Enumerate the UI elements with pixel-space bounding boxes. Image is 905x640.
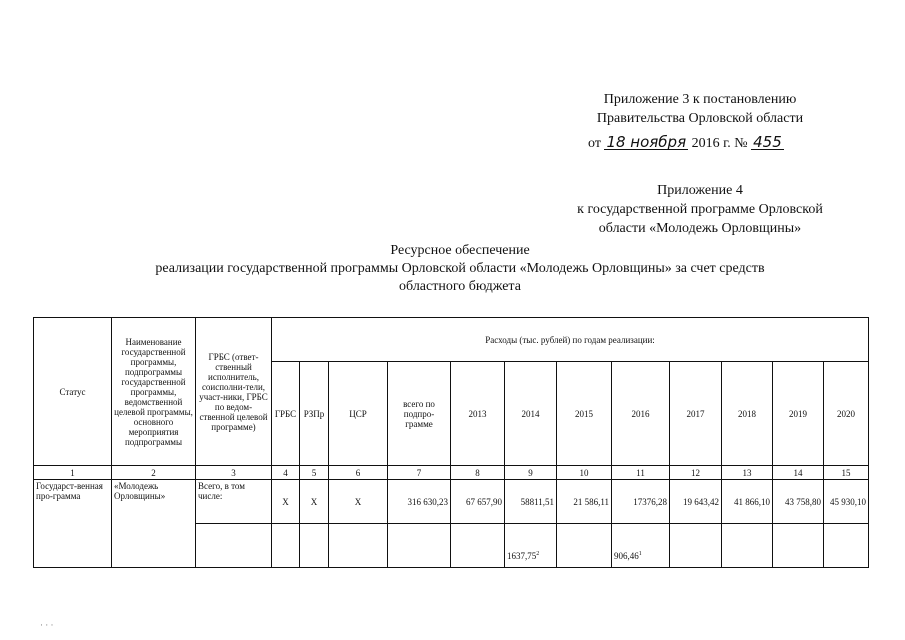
col-num: 1	[34, 466, 112, 480]
date-year: 2016 г. №	[691, 136, 748, 151]
empty-cell	[329, 524, 388, 568]
col-num: 12	[670, 466, 722, 480]
empty-cell	[557, 524, 612, 568]
row-status: Государст-венная про-грамма	[34, 480, 112, 568]
row-program-name: «Молодежь Орловщины»	[112, 480, 196, 568]
title-line-3: областного бюджета	[399, 279, 521, 294]
header-2019: 2019	[773, 362, 824, 466]
col-num: 2	[112, 466, 196, 480]
empty-cell	[773, 524, 824, 568]
empty-cell	[272, 524, 300, 568]
header-2018: 2018	[722, 362, 773, 466]
row2-2014	[505, 524, 557, 568]
row2-2016-value: 906,46	[614, 551, 639, 561]
row-2019: 43 758,80	[773, 480, 824, 524]
col-num: 5	[300, 466, 329, 480]
row2-2016-footnote: 1	[638, 551, 642, 557]
header-name: Наименование государственной программы, подпрограммы государственной программы, ведомственной целевой программы, основного мероприятия подпрограммы	[112, 318, 196, 466]
col-num: 11	[612, 466, 670, 480]
row-2018: 41 866,10	[722, 480, 773, 524]
row-grbs-code: Х	[272, 480, 300, 524]
header-grbs-code: ГРБС	[272, 362, 300, 466]
header-rzpr: РЗПр	[300, 362, 329, 466]
row-2016: 17376,28	[612, 480, 670, 524]
appendix-line-2: Правительства Орловской области	[596, 111, 804, 126]
appendix2-line-3: области «Молодежь Орловщины»	[598, 221, 802, 236]
header-2017: 2017	[670, 362, 722, 466]
col-num: 3	[196, 466, 272, 480]
col-num: 9	[505, 466, 557, 480]
appendix2-line-1: Приложение 4	[657, 183, 743, 198]
column-number-row	[34, 466, 869, 480]
empty-cell	[196, 524, 272, 568]
header-2015: 2015	[557, 362, 612, 466]
row-2020: 45 930,10	[824, 480, 869, 524]
row-2013: 67 657,90	[451, 480, 505, 524]
empty-cell	[451, 524, 505, 568]
col-num: 4	[272, 466, 300, 480]
row-rzpr: Х	[300, 480, 329, 524]
col-num: 8	[451, 466, 505, 480]
table-row	[34, 480, 869, 524]
row2-2016	[612, 524, 670, 568]
resolution-date	[588, 135, 784, 152]
col-num: 13	[722, 466, 773, 480]
row2-2014-footnote: 2	[536, 551, 540, 557]
col-num: 10	[557, 466, 612, 480]
row-2017: 19 643,42	[670, 480, 722, 524]
appendix-4-header	[540, 181, 860, 238]
empty-cell	[722, 524, 773, 568]
title-line-1: Ресурсное обеспечение	[390, 243, 530, 258]
title-line-2: реализации государственной программы Орловской области «Молодежь Орловщины» за счет средств	[155, 261, 765, 276]
appendix-line-1: Приложение 3 к постановлению	[603, 92, 797, 107]
row-csr: Х	[329, 480, 388, 524]
header-status: Статус	[34, 318, 112, 466]
resource-table	[33, 317, 869, 568]
document-title	[100, 242, 820, 296]
row2-2014-value: 1637,75	[507, 551, 537, 561]
empty-cell	[388, 524, 451, 568]
col-num: 14	[773, 466, 824, 480]
empty-cell	[300, 524, 329, 568]
col-num: 6	[329, 466, 388, 480]
col-num: 7	[388, 466, 451, 480]
handwritten-date: 18 ноября	[606, 133, 687, 151]
header-2014: 2014	[505, 362, 557, 466]
header-csr: ЦСР	[329, 362, 388, 466]
handwritten-number: 455	[753, 133, 782, 151]
row-2015: 21 586,11	[557, 480, 612, 524]
header-2016: 2016	[612, 362, 670, 466]
header-2020: 2020	[824, 362, 869, 466]
header-2013: 2013	[451, 362, 505, 466]
empty-cell	[670, 524, 722, 568]
row-2014: 58811,51	[505, 480, 557, 524]
appendix-header	[560, 90, 840, 128]
header-total: всего по подпро-грамме	[388, 362, 451, 466]
date-prefix: от	[588, 136, 601, 151]
row-total: 316 630,23	[388, 480, 451, 524]
header-expenses: Расходы (тыс. рублей) по годам реализации:	[272, 318, 869, 362]
row-grbs: Всего, в том числе:	[196, 480, 272, 524]
col-num: 15	[824, 466, 869, 480]
appendix2-line-2: к государственной программе Орловской	[577, 202, 823, 217]
empty-cell	[824, 524, 869, 568]
scan-artifact: · · ·	[40, 620, 54, 630]
header-grbs: ГРБС (ответ-ственный исполнитель, соисполни-тели, участ-ники, ГРБС по ведом-ственной целевой программе)	[196, 318, 272, 466]
